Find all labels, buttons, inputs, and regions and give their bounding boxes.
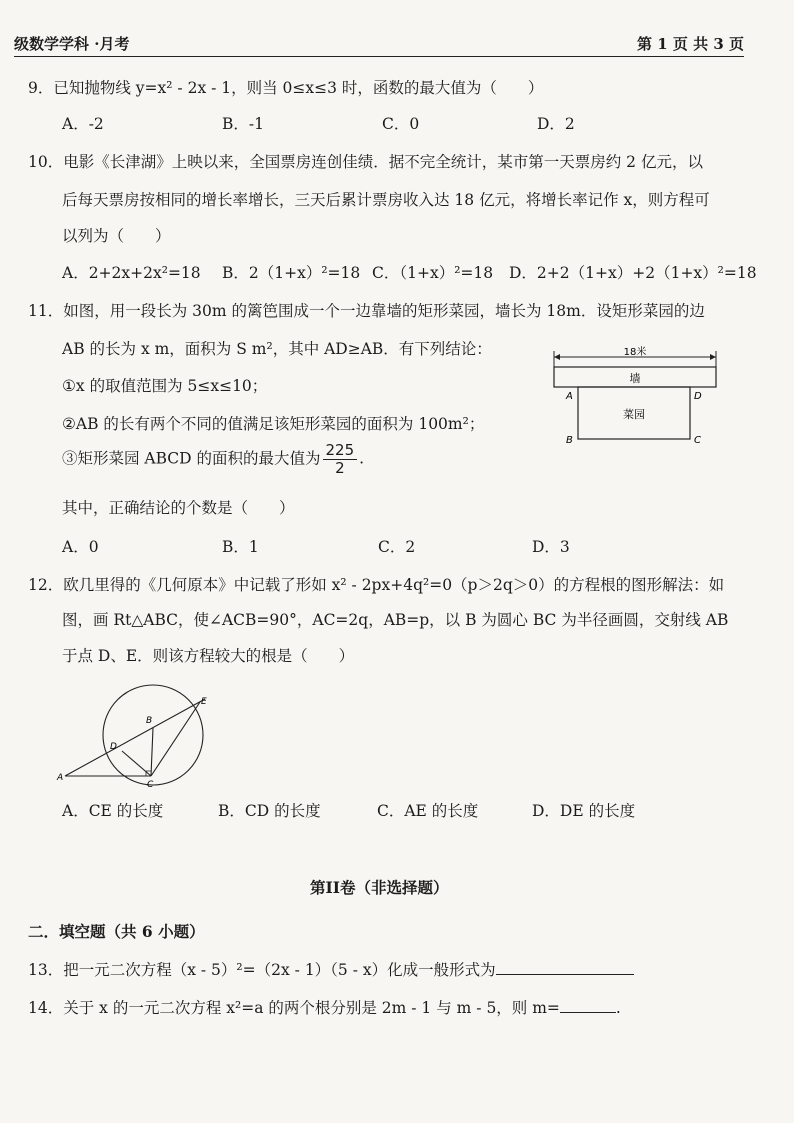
q11-option-a: A．0 [62,538,99,556]
question-13 [28,958,634,980]
point-b-label: B [146,716,153,726]
q9-option-d: D．2 [537,115,575,133]
header-page-number: 第 1 页 共 3 页 [637,35,744,53]
wall-label: 墙 [629,372,641,385]
question-10-line-1: 10．电影《长津湖》上映以来，全国票房连创佳绩．据不完全统计，某市第一天票房约 2 亿元，以 [28,153,703,171]
question-9: 9．已知抛物线 y=x² - 2x - 1，则当 0≤x≤3 时，函数的最大值为（ ） [28,79,544,97]
q11-conclusion-3-end: . [359,449,365,468]
question-12-line-2: 图，画 Rt△ABC，使∠ACB=90°，AC=2q，AB=p，以 B 为圆心 BC 为半径画圆，交射线 AB [62,611,729,629]
point-a-label: A [566,391,573,402]
q11-conclusion-3 [62,442,364,477]
garden-label: 菜园 [623,408,645,421]
dimension-arrow-left [554,354,560,360]
question-11-line-2: AB 的长为 x m，面积为 S m²，其中 AD≥AB．有下列结论： [62,340,492,358]
page-header [14,30,744,57]
q11-conclusion-3-text: ③矩形菜园 ABCD 的面积的最大值为 [62,449,321,468]
q12-circle-figure [55,680,245,790]
question-14-end: . [615,999,621,1017]
header-subject: 级数学学科 ·月考 [14,35,130,53]
q12-option-b: B．CD 的长度 [218,802,321,820]
part-2-title: 第II卷（非选择题） [310,878,449,897]
point-b-label: B [566,435,573,446]
point-c-label: C [147,780,154,790]
point-c-label: C [694,435,701,446]
q11-option-b: B．1 [222,538,259,556]
point-d-label: D [694,391,702,402]
width-label: 18米 [623,347,647,358]
ray-ab [65,699,205,776]
q11-conclusion-1: ①x 的取值范围为 5≤x≤10； [62,377,268,395]
q12-option-c: C．AE 的长度 [377,802,479,820]
q11-option-c: C．2 [378,538,416,556]
section-2-title: 二．填空题（共 6 小题） [28,922,205,941]
q12-option-d: D．DE 的长度 [532,802,636,820]
point-a-label: A [57,773,64,783]
q10-option-b: B．2（1+x）²=18 [222,264,361,282]
q11-conclusion-2: ②AB 的长有两个不同的值满足该矩形菜园的面积为 100m²； [62,415,485,433]
fraction-225-over-2 [323,442,358,477]
question-13-text: 13．把一元二次方程（x - 5）²=（2x - 1）（5 - x）化成一般形式为 [28,961,496,979]
q11-question: 其中，正确结论的个数是（ ） [62,499,295,517]
segment-cd [122,751,151,776]
question-12-line-3: 于点 D、E．则该方程较大的根是（ ） [62,647,355,665]
q10-option-c: C．（1+x）²=18 [372,264,494,282]
q10-option-a: A．2+2x+2x²=18 [62,264,201,282]
question-12-line-1: 12．欧几里得的《几何原本》中记载了形如 x² - 2px+4q²=0（p＞2q＞0）的方程根的图形解法：如 [28,576,725,594]
q10-option-d: D．2+2（1+x）+2（1+x）²=18 [509,264,757,282]
segment-bc [151,728,153,776]
question-10-line-2: 后每天票房按相同的增长率增长，三天后累计票房收入达 18 亿元，将增长率记作 x，则方程可 [62,191,710,209]
fraction-numerator: 225 [323,442,358,460]
point-e-label: E [201,697,207,707]
question-14-text: 14．关于 x 的一元二次方程 x²=a 的两个根分别是 2m - 1 与 m - 5，则 m= [28,999,560,1017]
q12-option-a: A．CE 的长度 [62,802,164,820]
question-10-line-3: 以列为（ ） [62,227,171,245]
q11-option-d: D．3 [532,538,570,556]
q9-option-a: A．-2 [62,115,104,133]
q9-option-c: C．0 [382,115,420,133]
dimension-arrow-right [710,354,716,360]
point-d-label: D [110,742,117,752]
q11-garden-figure [548,345,723,450]
question-14 [28,996,621,1018]
question-11-line-1: 11．如图，用一段长为 30m 的篱笆围成一个一边靠墙的矩形菜园，墙长为 18m．设矩形菜园的边 [28,302,705,320]
q13-answer-blank[interactable] [496,973,634,975]
q9-option-b: B．-1 [222,115,264,133]
q14-answer-blank[interactable] [560,1011,616,1013]
fraction-denominator: 2 [335,459,345,477]
